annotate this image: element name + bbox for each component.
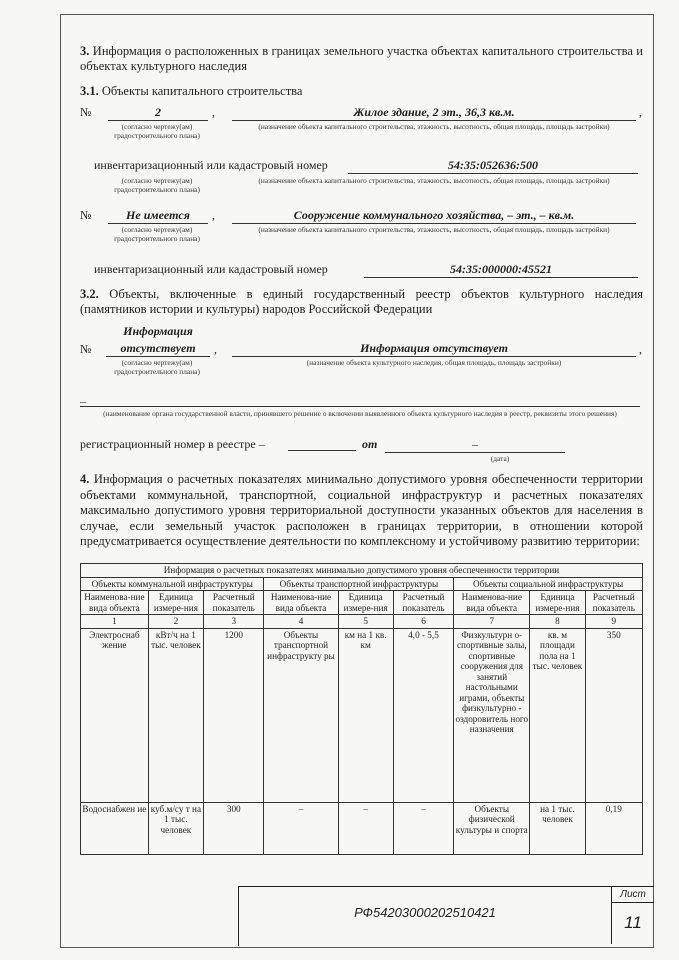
subsection-3-2-heading: 3.2. Объекты, включенные в единый государственный реестр объектов культурного наследия (памятников истории и культуры) народов Российской Федерации (80, 287, 644, 316)
column-header: Единица измере-ния (338, 591, 393, 615)
group-header: Объекты транспортной инфраструктуры (264, 577, 454, 591)
table-cell: км на 1 кв. км (338, 628, 393, 802)
table-cell: 300 (204, 802, 264, 854)
registry-label: регистрационный номер в реестре – (80, 437, 265, 451)
column-number: 8 (530, 615, 585, 629)
column-number-row (81, 615, 643, 629)
column-header: Расчетный показатель (585, 591, 642, 615)
column-number: 4 (264, 615, 338, 629)
table-cell: Электроснаб жение (81, 628, 149, 802)
heritage-name: Информация отсутствует (232, 341, 636, 357)
object-2-number: Не имеется (108, 208, 208, 224)
registry-date: – (385, 437, 565, 453)
registry-number-line (288, 450, 356, 451)
table-cell: на 1 тыс. человек (530, 802, 585, 854)
indicators-table (80, 563, 643, 855)
column-number: 3 (204, 615, 264, 629)
table-cell: Объекты транспортной инфраструкту ры (264, 628, 338, 802)
number-sign-3: № (80, 342, 92, 356)
object-1-number: 2 (108, 105, 208, 121)
group-header: Объекты коммунальной инфраструктуры (81, 577, 264, 591)
column-header: Наименова-ние вида объекта (454, 591, 530, 615)
caption-authority: (наименование органа государственной власти, принявшего решение о включении выявленного объекта культурного наследия в реестр, реквизиты этого решения) (103, 409, 617, 418)
caption-drawing-3: (согласно чертежу(ам) градостроительного плана) (114, 225, 200, 243)
column-header: Расчетный показатель (393, 591, 453, 615)
object-1-name: Жилое здание, 2 эт., 36,3 кв.м. (232, 105, 636, 121)
table-cell: 0,19 (585, 802, 642, 854)
subsection-3-1-heading: 3.1. Объекты капитального строительства (80, 84, 303, 98)
table-cell: – (264, 802, 338, 854)
caption-drawing-1: (согласно чертежу(ам) градостроительного плана) (114, 122, 200, 140)
number-sign-1: № (80, 105, 92, 119)
table-cell: – (393, 802, 453, 854)
column-header: Единица измере-ния (530, 591, 585, 615)
column-header: Наименова-ние вида объекта (81, 591, 149, 615)
table-cell: Физкультурн о-спортивные залы, спортивные сооружения для занятий настольными играми, объекты физкультурно - оздоровитель ного назначения (454, 628, 530, 802)
group-header: Объекты социальной инфраструктуры (454, 577, 643, 591)
heritage-number-line2: отсутствует (106, 341, 210, 357)
column-number: 6 (393, 615, 453, 629)
caption-purpose-2: (назначение объекта капитального строительства, этажность, высотность, общая площадь, площадь застройки) (258, 176, 610, 185)
section-4-heading: 4. Информация о расчетных показателях минимально допустимого уровня обеспеченности территории объектами коммунальной, транспортной, социальной инфраструктур и расчетных показателях максимально допустимого уровня территориальной доступности указанных объектов для населения в случае, если земельный участок расположен в границах территории, в отношении которой предусматривается осуществление деятельности по комплексному и устойчивому развитию территории: (80, 472, 644, 548)
object-2-cadastral: 54:35:000000:45521 (364, 262, 638, 278)
object-1-cadastral: 54:35:052636:500 (348, 158, 638, 174)
table-cell: кВт/ч на 1 тыс. человек (148, 628, 203, 802)
column-header-row (81, 591, 643, 615)
object-2-name: Сооружение коммунального хозяйства, – эт., – кв.м. (232, 208, 636, 224)
caption-drawing-2: (согласно чертежу(ам) градостроительного плана) (114, 176, 200, 194)
authority-line: – (80, 394, 640, 407)
table-cell: 4,0 - 5,5 (393, 628, 453, 802)
document-code: РФ5420300020251042​1 (354, 905, 496, 920)
table-row (81, 802, 643, 854)
column-number: 2 (148, 615, 203, 629)
table-cell: Водоснабжен ие (81, 802, 149, 854)
column-number: 9 (585, 615, 642, 629)
inventory-label-2: инвентаризационный или кадастровый номер (94, 262, 328, 276)
table-title: Информация о расчетных показателях минимально допустимого уровня обеспеченности территории (81, 564, 643, 578)
document-page: 3. Информация о расположенных в границах земельного участка объектах капитального строительства и объектах культурного наследия 3.1. Объекты капитального строительства № 2 , Жилое здание, 2 эт., 36,3 кв.м. , (согласно чертежу(ам) градостроительного плана) (назначение объекта капитального строительства, этажность, высотность, общая площадь, площадь застройки) инвентаризационный или кадастровый номер 54:35:052636:500 (согласно чертежу(ам) градостроительного плана) (назначение объекта капитального строительства, этажность, высотность, общая площадь, площадь застройки) № Не имеется , Сооружение коммунального хозяйства, – эт., – кв.м. (согласно чертежу(ам) градостроительного плана) (назначение объекта капитального строительства, этажность, высотность, общая площадь, площадь застройки) инвентаризационный или кадастровый номер 54:35:000000:45521 3.2. Объекты, включенные в единый государственный реестр объектов культурного наследия (памятников истории и культуры) народов Российской Федерации Информация № отсутствует , Информация отсутствует , (согласно чертежу(ам) градостроительного плана) (назначение объекта культурного наследия, общая площадь, площадь застройки) – (наименование органа государственной власти, принявшего решение о включении выявленного объекта культурного наследия в реестр, реквизиты этого решения) регистрационный номер в реестре – от – (дата) 4. Информация о расчетных показателях минимально допустимого уровня обеспеченности территории объектами коммунальной, транспортной, социальной инфраструктур и расчетных показателях максимально допустимого уровня территориальной доступности указанных объектов для населения в случае, если земельный участок расположен в границах территории, в отношении которой предусматривается осуществление деятельности по комплексному и устойчивому развитию территории: Информация о расчетных показателях минимально допустимого уровня обеспеченности территории Объекты коммунальной инфраструктуры Объекты транспортной инфраструктуры Объекты социальной инфраструктуры Наименова-ние вида объекта Единица измере-ния Расчетный показатель Наименова-ние вида объекта Единица измере-ния Расчетный показатель Наименова-ние вида объекта Единица измере-ния Расчетный показатель 1 2 3 4 5 6 7 8 9 Электроснаб жение кВт/ч на 1 тыс. человек 1200 Объекты транспортной инфраструкту ры км на 1 кв. км 4,0 - 5,5 Физкультурн о-спортивные залы, спортивные сооружения для занятий настольными играми, объекты физкультурно - оздоровитель ного назначения кв. м площади пола на 1 тыс. человек 350 Водоснабжен ие куб.м/су т на 1 тыс. человек 300 – – – Объекты физической культуры и спорта на 1 тыс. человек 0,19 РФ5420300020251042​1 Лист 11 (0, 0, 679, 960)
date-caption: (дата) (490, 454, 510, 463)
table-cell: куб.м/су т на 1 тыс. человек (148, 802, 203, 854)
table-row (81, 628, 643, 802)
title-block (238, 886, 654, 946)
table-cell: – (338, 802, 393, 854)
heritage-number-line1: Информация (123, 324, 193, 338)
section-3-heading: 3. Информация о расположенных в границах земельного участка объектах капитального строительства и объектах культурного наследия (80, 44, 644, 73)
column-number: 1 (81, 615, 149, 629)
inventory-label-1: инвентаризационный или кадастровый номер (94, 158, 328, 172)
column-header: Наименова-ние вида объекта (264, 591, 338, 615)
column-header: Единица измере-ния (148, 591, 203, 615)
column-number: 7 (454, 615, 530, 629)
sheet-number: 11 (624, 913, 642, 932)
caption-purpose-1: (назначение объекта капитального строительства, этажность, высотность, общая площадь, площадь застройки) (258, 122, 610, 131)
column-number: 5 (338, 615, 393, 629)
from-label: от (362, 437, 378, 451)
caption-drawing-4: (согласно чертежу(ам) градостроительного плана) (114, 358, 200, 376)
caption-heritage-purpose: (назначение объекта культурного наследия, общая площадь, площадь застройки) (306, 358, 562, 367)
table-cell: Объекты физической культуры и спорта (454, 802, 530, 854)
table-cell: кв. м площади пола на 1 тыс. человек (530, 628, 585, 802)
sheet-box (611, 887, 654, 944)
column-header: Расчетный показатель (204, 591, 264, 615)
sheet-label: Лист (612, 887, 654, 903)
table-cell: 350 (585, 628, 642, 802)
number-sign-2: № (80, 208, 92, 222)
caption-purpose-3: (назначение объекта капитального строительства, этажность, высотность, общая площадь, площадь застройки) (258, 225, 610, 234)
table-cell: 1200 (204, 628, 264, 802)
